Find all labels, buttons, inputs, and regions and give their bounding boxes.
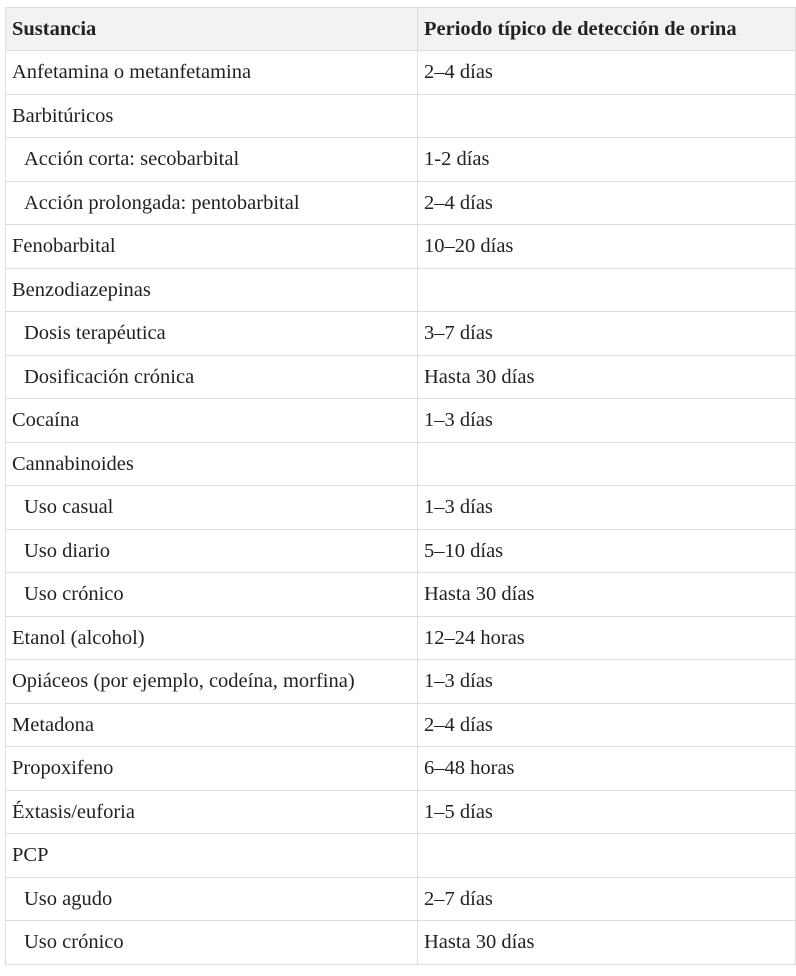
substance-cell: Uso crónico: [6, 573, 418, 617]
period-cell: 1–5 días: [418, 790, 796, 834]
substance-cell: Uso diario: [6, 529, 418, 573]
period-cell: [418, 268, 796, 312]
substance-cell: Cocaína: [6, 399, 418, 443]
substance-cell: Dosificación crónica: [6, 355, 418, 399]
header-substance: Sustancia: [6, 8, 418, 51]
substance-cell: Opiáceos (por ejemplo, codeína, morfina): [6, 660, 418, 704]
table-body: [6, 51, 796, 965]
period-cell: [418, 834, 796, 878]
substance-cell: Uso agudo: [6, 877, 418, 921]
period-cell: [418, 94, 796, 138]
table-row: [6, 573, 796, 617]
table-header: [6, 8, 796, 51]
period-cell: 5–10 días: [418, 529, 796, 573]
period-cell: 2–7 días: [418, 877, 796, 921]
header-period: Periodo típico de detección de orina: [418, 8, 796, 51]
table-row: [6, 94, 796, 138]
period-cell: 2–4 días: [418, 51, 796, 95]
period-cell: 2–4 días: [418, 703, 796, 747]
period-cell: 6–48 horas: [418, 747, 796, 791]
table-row: [6, 877, 796, 921]
table-row: [6, 616, 796, 660]
table-row: [6, 225, 796, 269]
period-cell: Hasta 30 días: [418, 921, 796, 965]
period-cell: Hasta 30 días: [418, 355, 796, 399]
table-row: [6, 138, 796, 182]
table-row: [6, 355, 796, 399]
period-cell: 10–20 días: [418, 225, 796, 269]
substance-cell: Benzodiazepinas: [6, 268, 418, 312]
substance-cell: PCP: [6, 834, 418, 878]
period-cell: Hasta 30 días: [418, 573, 796, 617]
period-cell: 1–3 días: [418, 399, 796, 443]
substance-cell: Uso crónico: [6, 921, 418, 965]
substance-cell: Uso casual: [6, 486, 418, 530]
header-row: [6, 8, 796, 51]
detection-table: [5, 7, 796, 965]
table-row: [6, 399, 796, 443]
substance-cell: Dosis terapéutica: [6, 312, 418, 356]
substance-cell: Anfetamina o metanfetamina: [6, 51, 418, 95]
substance-cell: Éxtasis/euforia: [6, 790, 418, 834]
table-row: [6, 312, 796, 356]
substance-cell: Fenobarbital: [6, 225, 418, 269]
substance-cell: Acción corta: secobarbital: [6, 138, 418, 182]
period-cell: 2–4 días: [418, 181, 796, 225]
substance-cell: Acción prolongada: pentobarbital: [6, 181, 418, 225]
table-row: [6, 51, 796, 95]
substance-cell: Metadona: [6, 703, 418, 747]
period-cell: [418, 442, 796, 486]
table-row: [6, 268, 796, 312]
table-row: [6, 486, 796, 530]
table-row: [6, 790, 796, 834]
table-row: [6, 921, 796, 965]
table-row: [6, 181, 796, 225]
period-cell: 12–24 horas: [418, 616, 796, 660]
table-row: [6, 442, 796, 486]
substance-cell: Etanol (alcohol): [6, 616, 418, 660]
period-cell: 3–7 días: [418, 312, 796, 356]
substance-cell: Barbitúricos: [6, 94, 418, 138]
table-row: [6, 747, 796, 791]
period-cell: 1–3 días: [418, 660, 796, 704]
substance-cell: Propoxifeno: [6, 747, 418, 791]
substance-cell: Cannabinoides: [6, 442, 418, 486]
table-row: [6, 529, 796, 573]
period-cell: 1–3 días: [418, 486, 796, 530]
table-row: [6, 703, 796, 747]
table-row: [6, 834, 796, 878]
table-row: [6, 660, 796, 704]
period-cell: 1-2 días: [418, 138, 796, 182]
